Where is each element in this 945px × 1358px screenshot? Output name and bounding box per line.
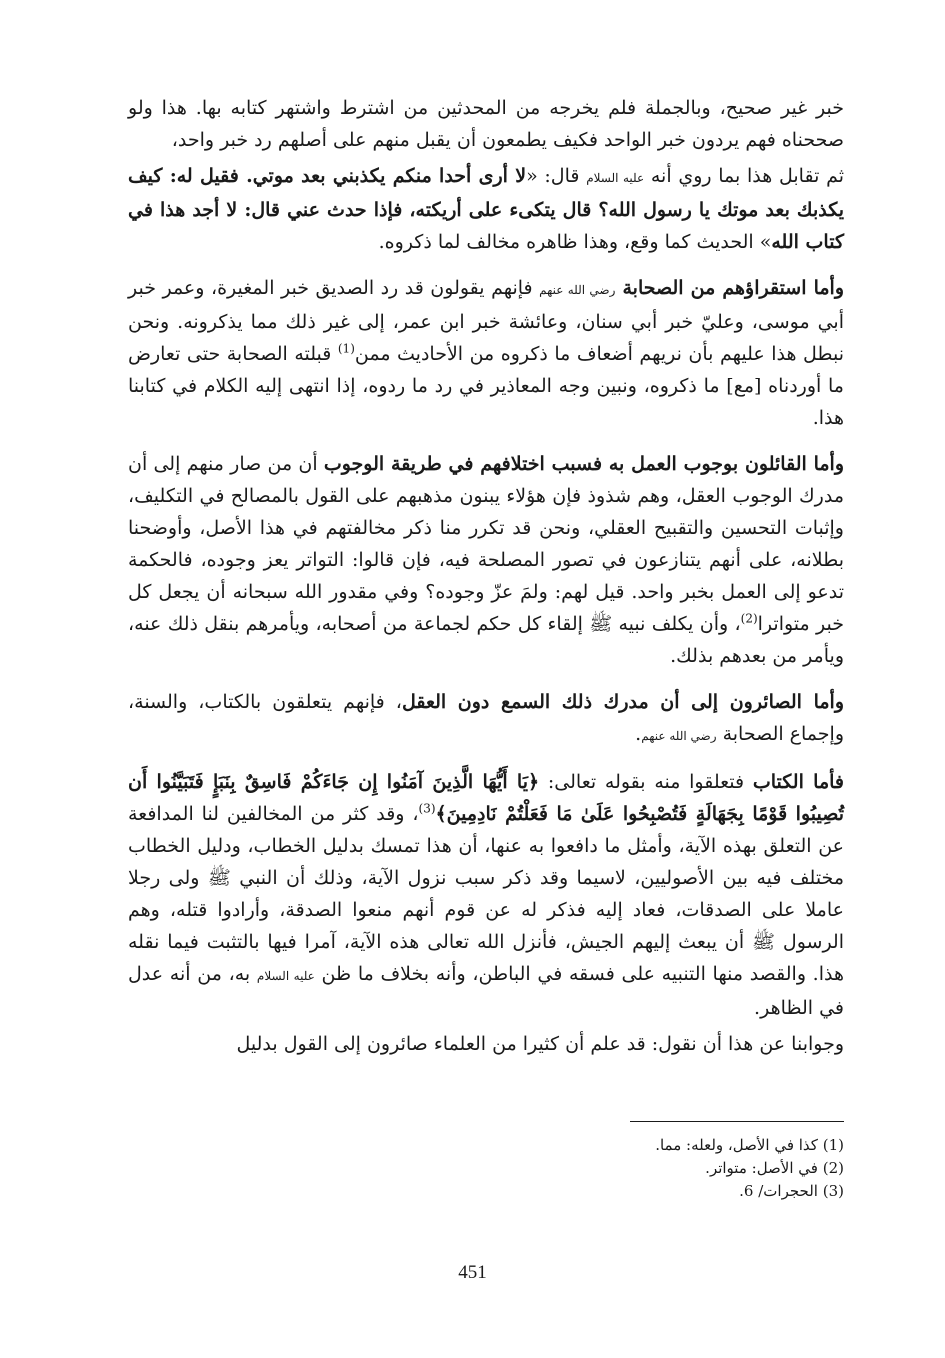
- paragraph-text: وجوابنا عن هذا أن نقول: قد علم أن كثيرا من العلماء صائرون إلى القول بدليل: [236, 1033, 844, 1055]
- footnote-text: الحجرات/ 6.: [739, 1182, 818, 1200]
- honorific-glyph: رضي الله عنهم: [641, 729, 717, 743]
- footnote-number: (3): [822, 1182, 844, 1200]
- quran-verse: ﴿يَا أَيُّهَا الَّذِينَ آمَنُوا إِن جَاءَكُمْ فَاسِقٌ بِنَبَإٍ فَتَبَيَّنُوا أَن تُصِيبُوا قَوْمًا بِجَهَالَةٍ فَتُصْبِحُوا عَلَىٰ مَا فَعَلْتُمْ نَادِمِينَ﴾: [128, 771, 844, 825]
- section-lead: وأما القائلون بوجوب العمل به فسبب اختلافهم في طريقة الوجوب: [323, 453, 844, 475]
- footnotes: [128, 1134, 844, 1203]
- paragraph-4: [128, 448, 844, 672]
- footnote-text: في الأصل: متواتر.: [705, 1159, 818, 1177]
- footnote-divider: [630, 1121, 844, 1122]
- paragraph-text: فإنهم يقولون قد رد الصديق خبر المغيرة، وعمر خبر أبي موسى، وعليّ خبر أبي سنان، وعائشة خبر ابن عمر، إلى غير ذلك مما يذكرونه. ونحن نبطل هذا عليهم بأن نريهم أضعاف ما ذكروه من الأحاديث ممن: [128, 277, 844, 365]
- honorific-glyph: عليه السلام: [586, 171, 645, 185]
- paragraph-text-cont: ، وقد كثر من المخالفين لنا المدافعة عن التعلق بهذه الآية، وأمثل ما دافعوا به عنها، أن هذا تمسك بدليل الخطاب، ودليل الخطاب مختلف فيه بين الأصوليين، لاسيما وقد ذكر سبب نزول الآية، وذلك أن النبي ﷺ ولى رجلا عاملا على الصدقات، فعاد إليه فذكر له عن قوم أنهم منعوا الصدقة، وأرادوا قتله، وهم الرسول ﷺ أن يبعث إليهم الجيش، فأنزل الله تعالى هذه الآية، آمرا فيها بالتثبت فيما نقله هذا. والقصد منها التنبيه على فسقه في الباطن، وأنه بخلاف ما ظن: [128, 803, 844, 985]
- footnote-number: (2): [822, 1159, 844, 1177]
- paragraph-text: أن من صار منهم إلى أن مدرك الوجوب العقل، وهم شذوذ فإن هؤلاء يبنون مذهبهم على القول بالمصالح في التكليف، وإثبات التحسين والتقبيح العقلي، ونحن قد تكرر منا ذكر مخالفتهم في هذا الأصل، وأوضحنا بطلانه، على أنهم يتنازعون في تصور المصلحة فيه، فإن قالوا: التواتر يعز وجوده، فالحكمة تدعو إلى العمل بخبر واحد. قيل لهم: ولمَ عزّ وجوده؟ وفي مقدور الله سبحانه أن يجعل كل خبر متواترا: [128, 453, 844, 635]
- footnote-marker-3[interactable]: (3): [418, 801, 436, 816]
- page-number: 451: [458, 1262, 487, 1283]
- paragraph-6: [128, 766, 844, 1024]
- paragraph-tail: .: [635, 723, 642, 745]
- paragraph-text-cont: قبلته الصحابة حتى تعارض ما أوردناه [مع] ما ذكروه، ونبين وجه المعاذير في رد ما ردوه، إذا انتهى إليه الكلام في كتابنا هذا.: [128, 343, 844, 429]
- paragraph-text: فتعلقوا منه بقوله تعالى:: [539, 771, 753, 793]
- honorific-glyph: رضي الله عنهم: [539, 283, 616, 297]
- footnote-marker-2[interactable]: (2): [740, 611, 758, 626]
- paragraph-tail: » الحديث كما وقع، وهذا ظاهره مخالف لما ذكروه.: [378, 231, 772, 253]
- footnote-item: [128, 1157, 844, 1180]
- footnote-item: [128, 1134, 844, 1157]
- honorific-glyph: عليه السلام: [256, 969, 315, 983]
- paragraph-7: [128, 1028, 844, 1060]
- paragraph-lead: ثم تقابل هذا بما روي أنه: [644, 165, 845, 187]
- paragraph-5: [128, 686, 844, 752]
- footnote-item: [128, 1180, 844, 1203]
- paragraph-1: [128, 92, 844, 156]
- paragraph-mid: قال: «: [526, 165, 587, 187]
- section-lead: فأما الكتاب: [752, 771, 844, 793]
- footnote-number: (1): [822, 1136, 844, 1154]
- paragraph-text-cont: ، وأن يكلف نبيه ﷺ إلقاء كل حكم لجماعة من أصحابه، ويأمرهم بنقل ذلك عنه، ويأمر من بعدهم بذلك.: [128, 613, 844, 667]
- footnote-text: كذا في الأصل، ولعله: مما.: [655, 1136, 818, 1154]
- paragraph-3: [128, 272, 844, 434]
- paragraph-text: ، فإنهم يتعلقون بالكتاب، والسنة، وإجماع الصحابة: [128, 691, 844, 745]
- main-text: [128, 92, 844, 1064]
- hadith-quote: لا أرى أحدا منكم يكذبني بعد موتي. فقيل له: كيف يكذبك بعد موتك يا رسول الله؟ قال يتكىء على أريكته، فإذا حدث عني قال: لا أجد هذا في كتاب الله: [128, 165, 844, 253]
- footnote-marker-1[interactable]: (1): [337, 341, 355, 356]
- section-lead: وأما استقراؤهم من الصحابة: [615, 277, 845, 299]
- section-lead: وأما الصائرون إلى أن مدرك ذلك السمع دون العقل: [401, 691, 844, 713]
- paragraph-2: [128, 160, 844, 258]
- paragraph-text: خبر غير صحيح، وبالجملة فلم يخرجه من المحدثين من اشترط واشتهر كتابه بها. هذا ولو صححناه فهم يردون خبر الواحد فكيف يطمعون أن يقبل منهم على أصلهم رد خبر واحد،: [128, 97, 844, 151]
- paragraph-tail: به، من أنه عدل في الظاهر.: [128, 963, 844, 1019]
